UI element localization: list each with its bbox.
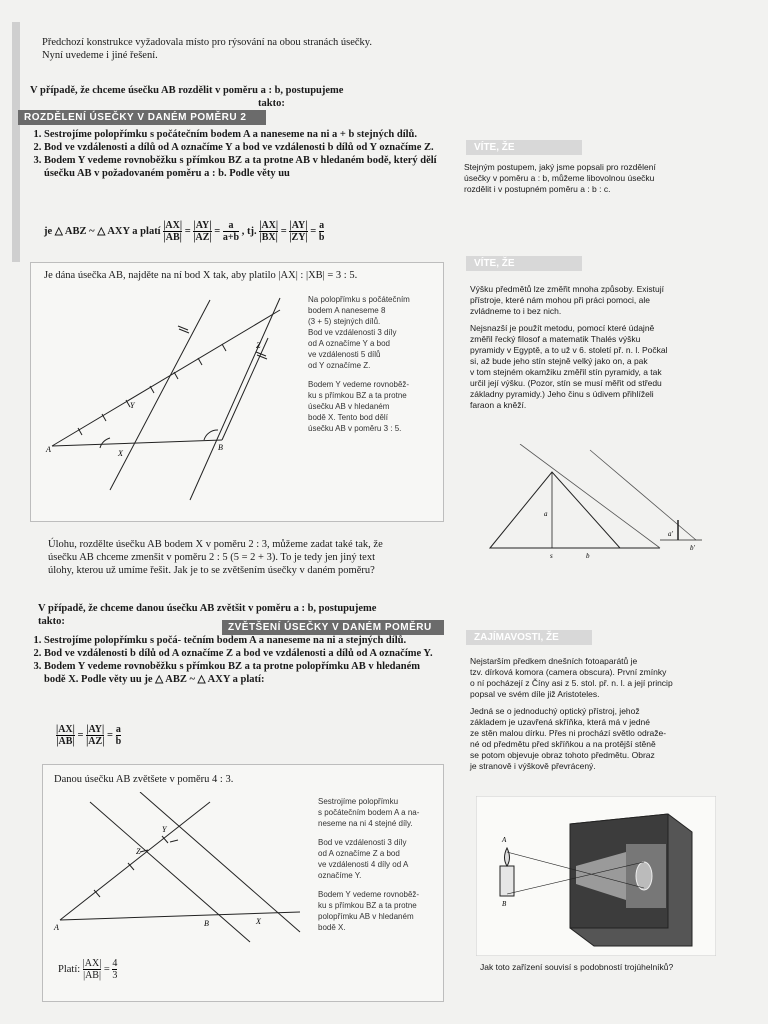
section1-step-2: 2. Bod ve vzdálenosti a dílů od A označíme Y a bod ve vzdálenosti b dílů od Y označíme Z.: [44, 141, 444, 154]
intro-paragraph: [42, 36, 442, 62]
svg-text:B: B: [502, 900, 507, 908]
label-x: X: [118, 449, 123, 458]
side1-text: Stejným postupem, jaký jsme popsali pro rozdělení úsečky v poměru a : b, můžeme libovolnou úsečku rozdělit i v postupném poměru a : b : c.: [464, 162, 656, 194]
section2-banner: ZVĚTŠENÍ ÚSEČKY V DANÉM POMĚRU: [222, 620, 444, 635]
fraction-ay-az: $\frac{|AY|}{|AZ|}$: [193, 220, 212, 243]
sun-ray-2: [590, 450, 696, 540]
label-a: A: [46, 445, 51, 454]
ray-ay: [60, 802, 210, 920]
section1-banner: ROZDĚLENÍ ÚSEČKY V DANÉM POMĚRU 2: [18, 110, 266, 125]
side3-tab: ZAJÍMAVOSTI, ŽE: [466, 630, 592, 645]
svg-text:s: s: [550, 552, 553, 560]
ray-ab: [60, 912, 300, 920]
svg-text:b: b: [586, 552, 590, 560]
side2-tab: VÍTE, ŽE: [466, 256, 582, 271]
line-bz: [90, 802, 250, 942]
label-z: Z: [256, 341, 261, 350]
formula-lead: je △ ABZ ~ △ AXY a platí: [44, 225, 161, 237]
section1-step-1: 1. Sestrojíme polopřímku s počátečním bodem A a naneseme na ni a + b stejných dílů.: [44, 128, 444, 141]
label-y: Y: [162, 825, 167, 834]
fraction-a-b: $\frac{a}{b}$: [318, 220, 325, 243]
fraction-ax-bx: $\frac{|AX|}{|BX|}$: [259, 220, 279, 243]
side2-text: Výšku předmětů lze změřit mnoha způsoby. Existují přístroje, které nám mohou při práci pomoci, ale zvládneme to i bez nich. Nejsnazší je použít metodu, pomocí které údajně změřil řecký filosof a matematik Thalés výšku pyramidy v Egyptě, a to už v 6. století př. n. l. Počkal si, až bude jeho stín stejně velký jako on, a pak v tom stejném okamžiku změřil stín pyramidy, a tak určil její výšku. (Pozor, stín se musí měřit od středu základny pyramidy.) Jeho činu s údivem přihlíželi faraon a kněží.: [470, 284, 668, 410]
fraction-ay-zy: $\frac{|AY|}{|ZY|}$: [289, 220, 308, 243]
pyramid-diagram: [480, 444, 720, 574]
label-b: B: [204, 919, 209, 928]
section1-formula: je △ ABZ ~ △ AXY a platí $\frac{|AX|}{|AB|}$ = $\frac{|AY|}{|AZ|}$ = $\frac{a}{a+b}$ , tj. $\frac{|AX|}{|BX|}$ = $\frac{|AY|}{|ZY|}$ = $\frac{a}{b}$: [44, 220, 325, 243]
line-bz-extended: [190, 298, 280, 500]
section1-steps: [22, 128, 444, 180]
section2-lead: V případě, že chceme danou úsečku AB zvětšit v poměru a : b, postupujeme takto:: [38, 603, 377, 627]
intro-line-2: Nyní uvedeme i jiné řešení.: [42, 50, 158, 61]
svg-text:b': b': [690, 544, 695, 552]
example2-task: Danou úsečku AB zvětšete v poměru 4 : 3.: [54, 774, 234, 785]
side1-tab: VÍTE, ŽE: [466, 140, 582, 155]
paragraph-2: Úlohu, rozdělte úsečku AB bodem X v poměru 2 : 3, můžeme zadat také tak, že úsečku AB chceme zmenšit v poměru 2 : 5 (5 = 2 + 3). To je tedy jen jiný text úlohy, kterou už umíme řešit. Jak je to se zvětšením úsečky v daném poměru?: [48, 539, 383, 576]
svg-text:A: A: [502, 836, 507, 844]
pyramid: [490, 472, 620, 548]
line-bz: [222, 338, 268, 440]
intro-line-1: Předchozí konstrukce vyžadovala místo pro rýsování na obou stranách úsečky.: [42, 37, 372, 48]
parallel-through-y: [110, 300, 210, 490]
label-x: X: [256, 917, 261, 926]
label-y: Y: [130, 401, 135, 410]
parallel-through-y: [140, 792, 300, 932]
section1-lead: [30, 84, 450, 110]
page-edge-shadow: [12, 22, 20, 262]
section2-step-3: 3. Bodem Y vedeme rovnoběžku s přímkou BZ a ta protne polopřímku AB v hledaném bodě X. Podle věty uu je △ ABZ ~ △ AXY a platí:: [44, 660, 444, 686]
label-a: A: [54, 923, 59, 932]
example2-diagram: [50, 792, 305, 952]
section2-formula: $\frac{|AX|}{|AB|}$ = $\frac{|AY|}{|AZ|}$ = $\frac{a}{b}$: [56, 724, 122, 747]
label-b: B: [218, 443, 223, 452]
section2-step-2: 2. Bod ve vzdálenosti b dílů od A označíme Z a bod ve vzdálenosti a dílů od A označíme Y.: [44, 647, 444, 660]
label-z: Z: [136, 847, 141, 856]
example1-notes: Na polopřímku s počátečním bodem A naneseme 8 (3 + 5) stejných dílů. Bod ve vzdálenosti 3 díly od A označíme Y a bod ve vzdálenosti 5 dílů od Y označíme Z. Bodem Y vedeme rovnoběž- ku s přímkou BZ a ta protne úsečku AB v hledaném bodě X. Tento bod dělí úsečku AB v poměru 3 : 5.: [308, 295, 410, 433]
side3-question: Jak toto zařízení souvisí s podobností trojúhelníků?: [480, 962, 674, 972]
example1-task: Je dána úsečka AB, najděte na ní bod X tak, aby platilo |AX| : |XB| = 3 : 5.: [44, 270, 358, 281]
sun-ray-1: [520, 444, 660, 548]
example2-notes: Sestrojíme polopřímku s počátečním bodem A a na- neseme na ni 4 stejné díly. Bod ve vzdálenosti 3 díly od A označíme Z a bod ve vzdálenosti 4 díly od A označíme Y. Bodem Y vedeme rovnoběž- ku s přímkou BZ a ta protne polopřímku AB v hledaném bodě X.: [318, 797, 420, 932]
svg-text:a': a': [668, 530, 673, 538]
ray-ay: [52, 310, 280, 446]
example1-diagram: [40, 290, 305, 510]
side3-text: Nejstarším předkem dnešních fotoaparátů je tzv. dírková komora (camera obscura). První zmínky o ní pocházejí z Číny asi z 5. stol. př. n. l. a její princip popsal ve svém díle již Aristoteles. Jedná se o jednoduchý optický přístroj, jehož základem je uzavřená skříňka, která má v jedné ze stěn malou dírku. Přes ni prochází světlo odraže- né od předmětu před skříňkou a na protější stěně se potom objevuje obraz tohoto předmětu. Obraz je stranově i výškově převrácený.: [470, 656, 673, 771]
section1-step-3: 3. Bodem Y vedeme rovnoběžku s přímkou BZ a ta protne AB v hledaném bodě, který dělí úsečku AB v požadovaném poměru a : b. Podle věty uu: [44, 154, 444, 180]
section2-step-1: 1. Sestrojíme polopřímku s počá- tečním bodem A a naneseme na ni a stejných dílů.: [44, 634, 444, 647]
section2-steps: [22, 634, 444, 686]
section1-lead-line-2: takto:: [258, 98, 285, 109]
fraction-ax-ab: $\frac{|AX|}{|AB|}$: [163, 220, 183, 243]
example2-result: Platí: $\frac{|AX|}{|AB|}$ = $\frac{4}{3}$: [58, 958, 118, 981]
fraction-a-ab: $\frac{a}{a+b}$: [222, 220, 240, 243]
svg-text:a: a: [544, 510, 548, 518]
segment-ab: [52, 440, 222, 446]
section1-lead-line: V případě, že chceme úsečku AB rozdělit v poměru a : b, postupujeme: [30, 85, 344, 96]
camera-obscura-illustration: [476, 796, 716, 956]
